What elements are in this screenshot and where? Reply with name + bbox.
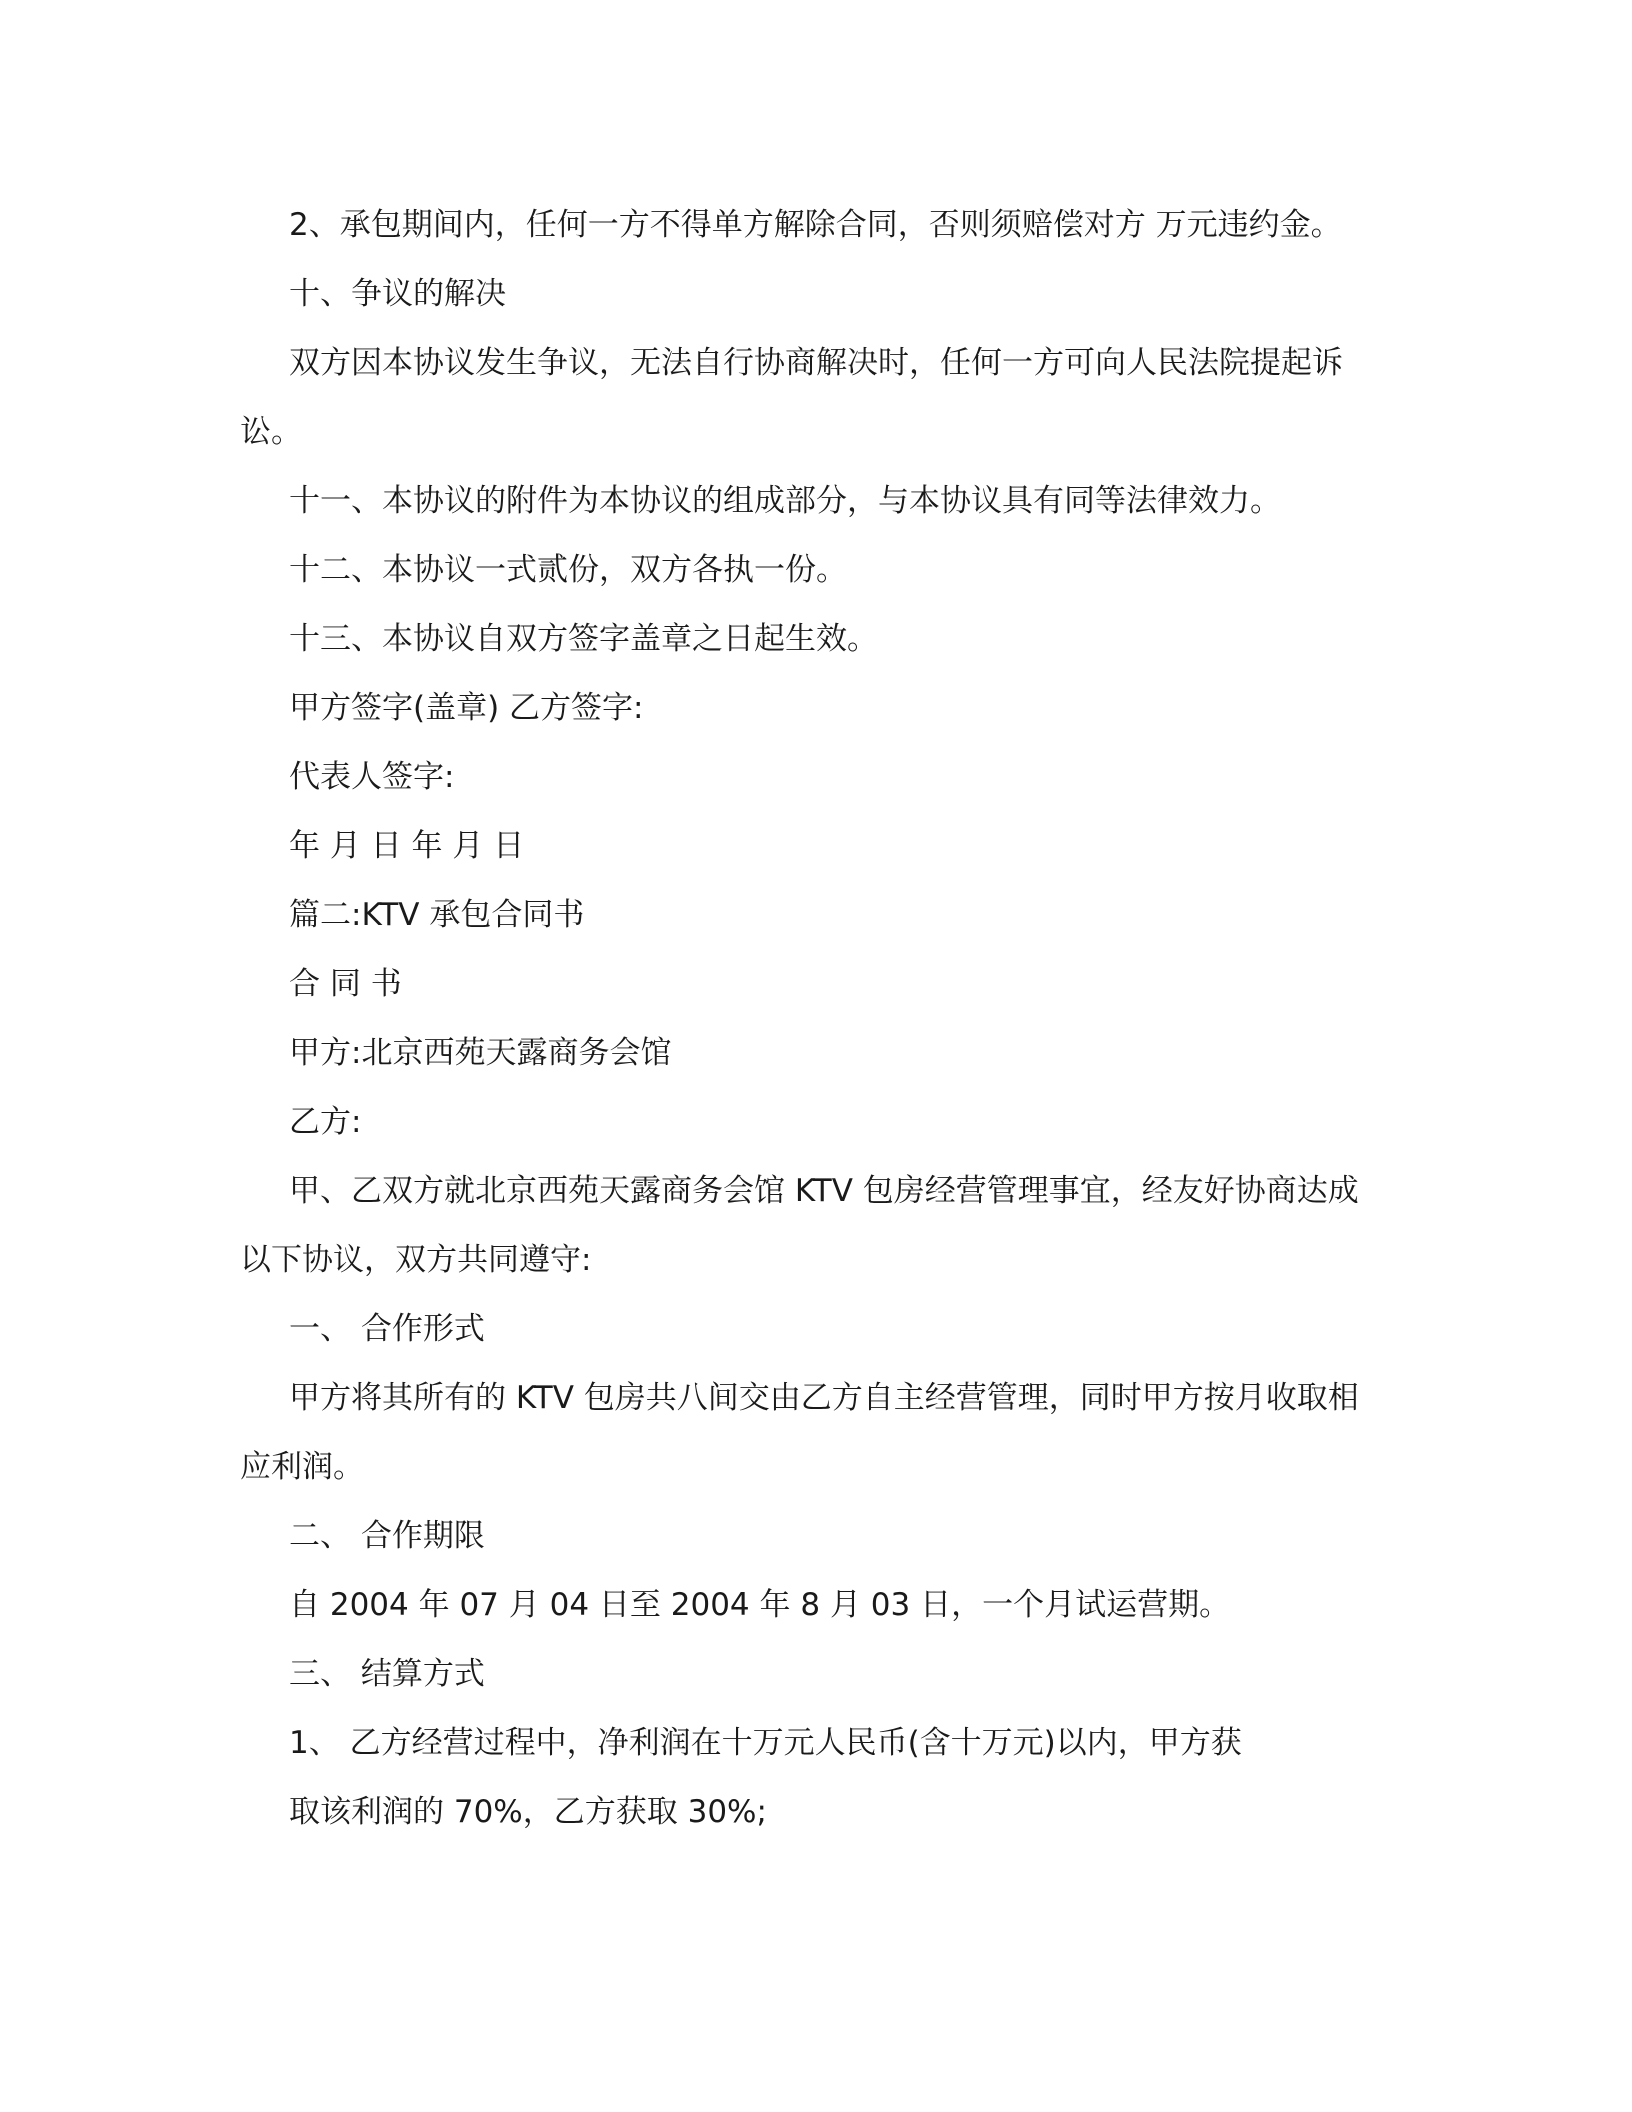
heading-cooperation-form: 一、 合作形式 (289, 1311, 485, 1347)
settlement-1-line-2: 取该利润的 70%，乙方获取 30%; (289, 1794, 767, 1830)
cooperation-period-text: 自 2004 年 07 月 04 日至 2004 年 8 月 03 日，一个月试运营期。 (289, 1587, 1231, 1623)
party-b: 乙方: (289, 1104, 362, 1140)
signature-line: 甲方签字(盖章) 乙方签字: (289, 690, 644, 726)
clause-11: 十一、本协议的附件为本协议的组成部分，与本协议具有同等法律效力。 (289, 483, 1281, 519)
dispute-text-line-1: 双方因本协议发生争议，无法自行协商解决时，任何一方可向人民法院提起诉 (289, 345, 1343, 381)
preamble-line-1: 甲、乙双方就北京西苑天露商务会馆 KTV 包房经营管理事宜，经友好协商达成 (289, 1173, 1359, 1209)
date-line: 年 月 日 年 月 日 (289, 828, 525, 864)
clause-13: 十三、本协议自双方签字盖章之日起生效。 (289, 621, 878, 657)
representative-line: 代表人签字: (289, 759, 455, 795)
clause-12: 十二、本协议一式贰份，双方各执一份。 (289, 552, 847, 588)
clause-9-2: 2、承包期间内，任何一方不得单方解除合同，否则须赔偿对方 万元违约金。 (289, 207, 1342, 243)
contract-title: 合 同 书 (289, 966, 402, 1002)
heading-cooperation-period: 二、 合作期限 (289, 1518, 485, 1554)
cooperation-form-line-2: 应利润。 (240, 1449, 364, 1485)
heading-10-dispute: 十、争议的解决 (289, 276, 506, 312)
party-a: 甲方:北京西苑天露商务会馆 (289, 1035, 672, 1071)
heading-settlement: 三、 结算方式 (289, 1656, 485, 1692)
section-2-title: 篇二:KTV 承包合同书 (289, 897, 585, 933)
cooperation-form-line-1: 甲方将其所有的 KTV 包房共八间交由乙方自主经营管理，同时甲方按月收取相 (289, 1380, 1359, 1416)
dispute-text-line-2: 讼。 (240, 414, 302, 450)
settlement-1-line-1: 1、 乙方经营过程中，净利润在十万元人民币(含十万元)以内，甲方获 (289, 1725, 1242, 1761)
preamble-line-2: 以下协议，双方共同遵守: (240, 1242, 592, 1278)
